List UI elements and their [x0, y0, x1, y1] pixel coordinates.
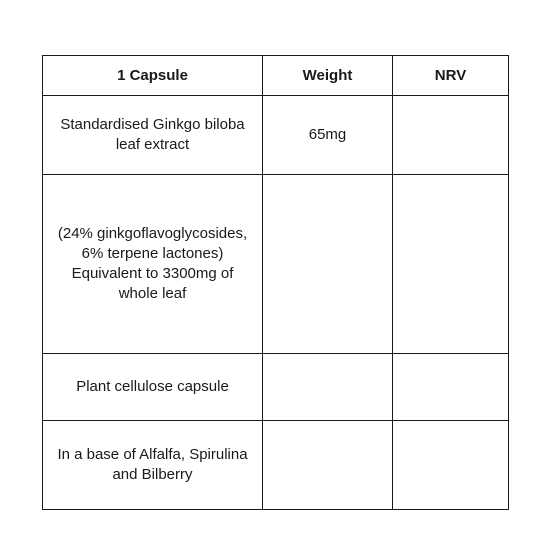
nrv-cell [393, 421, 509, 510]
ingredient-cell: Standardised Ginkgo biloba leaf extract [43, 96, 263, 175]
nrv-cell [393, 354, 509, 421]
ingredient-cell: (24% ginkgoflavoglycosides, 6% terpene lactones) Equivalent to 3300mg of whole leaf [43, 175, 263, 354]
table-header-row [43, 56, 509, 96]
header-ingredient: 1 Capsule [43, 56, 263, 96]
nrv-cell [393, 175, 509, 354]
table-row [43, 96, 509, 175]
table-row [43, 175, 509, 354]
header-weight: Weight [263, 56, 393, 96]
table-row [43, 421, 509, 510]
weight-cell: 65mg [263, 96, 393, 175]
weight-cell [263, 354, 393, 421]
weight-cell [263, 175, 393, 354]
weight-cell [263, 421, 393, 510]
supplement-facts-table [42, 55, 509, 510]
table-row [43, 354, 509, 421]
nrv-cell [393, 96, 509, 175]
ingredient-cell: Plant cellulose capsule [43, 354, 263, 421]
header-nrv: NRV [393, 56, 509, 96]
ingredient-cell: In a base of Alfalfa, Spirulina and Bilberry [43, 421, 263, 510]
